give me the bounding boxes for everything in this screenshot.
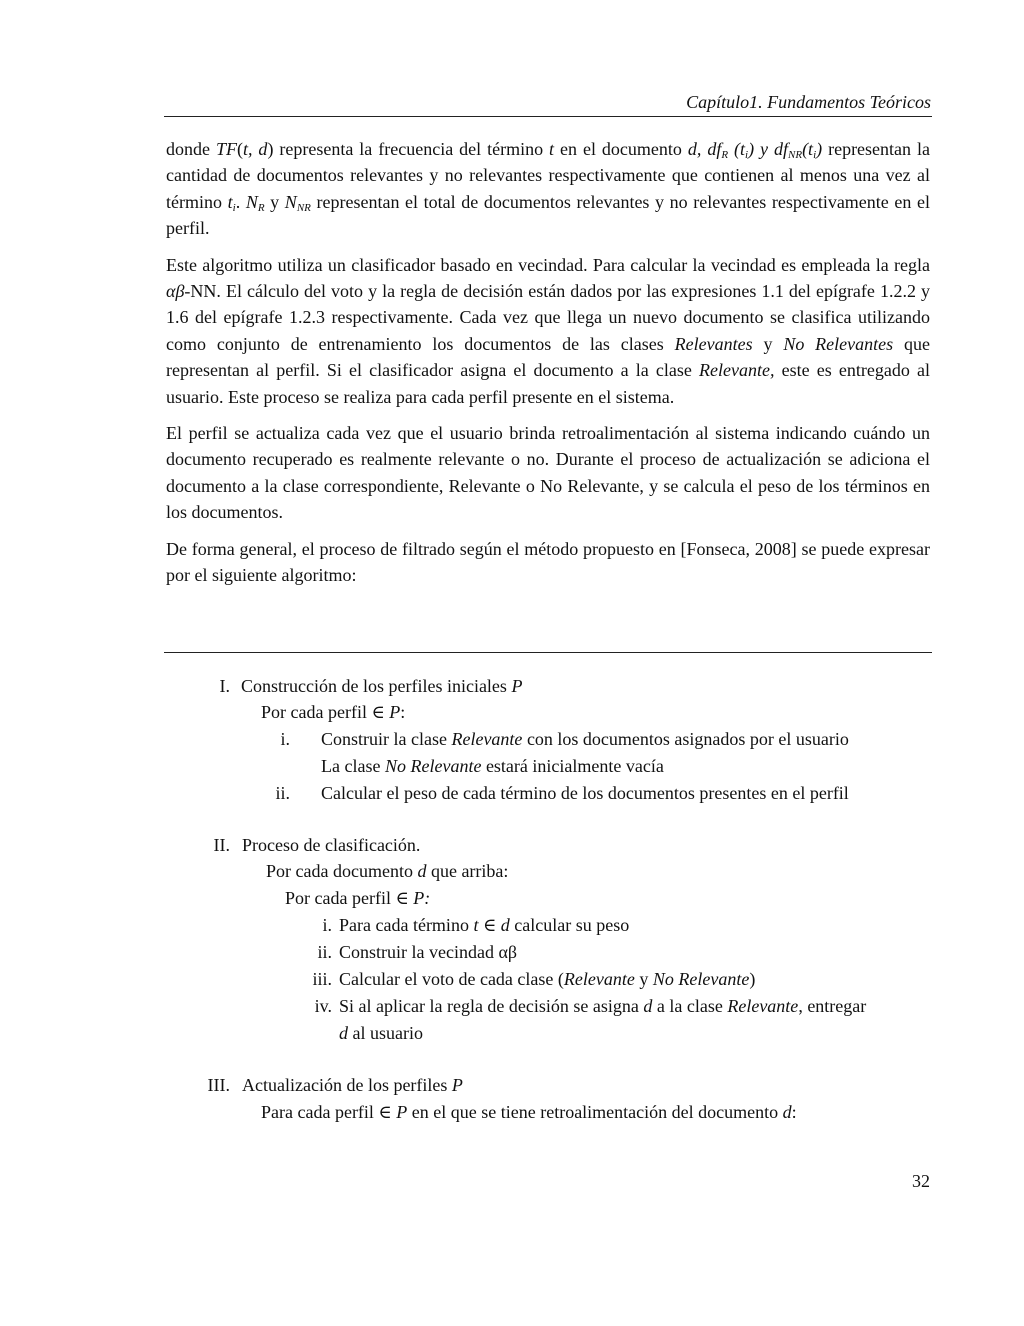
paragraph-3: El perfil se actualiza cada vez que el usuario brinda retroalimentación al sistema indicando cuándo un documento recuperado es realmente relevante o no. Durante el proceso de actualización se adiciona el documento a la clase correspondiente, Relevante o No Relevante, y se calcula el peso de los términos en los documentos.: [166, 423, 930, 523]
term-ti: (t: [802, 139, 814, 159]
term-d: d: [643, 996, 653, 1016]
term-relevante: Relevante: [563, 969, 635, 989]
term-td: t, d: [242, 139, 268, 159]
subscript: R: [257, 201, 265, 214]
step-line: Construir la vecindad αβ: [339, 942, 518, 962]
step-number: ii.: [317, 942, 332, 962]
subscript: i: [232, 201, 236, 214]
subscript: NR: [296, 201, 311, 214]
term-d: d: [782, 1102, 792, 1122]
text-run: Para cada término: [339, 915, 474, 935]
term-d: d: [417, 861, 427, 881]
paragraph-4: De forma general, el proceso de filtrado según el método propuesto en [Fonseca, 2008] se puede expresar por el siguiente algoritmo:: [166, 538, 930, 586]
text-run: Para cada perfil ∈: [261, 1102, 397, 1122]
section-title: [242, 1072, 463, 1098]
algorithm-rule: [164, 652, 932, 653]
text-run: que arriba:: [426, 861, 509, 881]
term-ti: (t: [728, 139, 746, 159]
term-t: t: [473, 915, 479, 935]
term-p: P: [396, 1102, 408, 1122]
text-run: Si al aplicar la regla de decisión se asigna: [339, 996, 644, 1016]
body-text: [166, 136, 930, 599]
step-line: Calcular el peso de cada término de los documentos presentes en el perfil: [321, 783, 849, 803]
text-run: , entregar: [798, 996, 867, 1016]
subscript: i: [745, 149, 749, 161]
term-nnr: N: [284, 191, 297, 212]
text-run: -NN. El cálculo del voto y la regla de decisión están dados por las expresiones 1.1 del epígrafe 1.2.2 y 1.6 del epígrafe 1.2.3 respectivamente. Cada vez que llega un nuevo documento se clasifica utilizando como conjunto de entrenamiento los documentos de las clases: [166, 281, 930, 354]
text-run: estará inicialmente vacía: [481, 756, 664, 776]
section-title: [241, 673, 522, 699]
step-number: i.: [280, 729, 290, 749]
step-number: i.: [322, 915, 332, 935]
term-nr: N: [245, 191, 258, 212]
text-run: Calcular el voto de cada clase (: [339, 969, 564, 989]
paragraph-1: [166, 136, 930, 242]
text-run: La clase: [321, 756, 385, 776]
step-number: iv.: [314, 996, 332, 1016]
step-line: [339, 912, 629, 938]
text-run: al usuario: [348, 1023, 423, 1043]
page-number: 32: [912, 1171, 930, 1191]
term-dfnr: ) y df: [748, 139, 788, 159]
text-run: en el que se tiene retroalimentación del documento: [407, 1102, 783, 1122]
text-run: Este algoritmo utiliza un clasificador basado en vecindad. Para calcular la vecindad es empleada la regla: [166, 254, 930, 275]
text-run: representan el total de documentos relevantes y no relevantes respectivamente en el perfil.: [166, 191, 930, 239]
term-no-relevante: No Relevante: [384, 756, 482, 776]
text-run: Por cada perfil ∈: [261, 702, 390, 722]
term-d: d: [500, 915, 510, 935]
term-dfr: d, df: [687, 139, 722, 159]
term-d: d: [339, 1023, 348, 1043]
term-no-relevantes: No Relevantes: [783, 333, 894, 354]
text-run: donde: [166, 139, 216, 159]
step-line: [321, 726, 849, 752]
text-run: Por cada documento: [266, 861, 418, 881]
section-number: II.: [213, 835, 230, 855]
text-run: ): [749, 969, 756, 989]
term-alpha-beta: αβ: [166, 281, 185, 302]
text-run: representan la cantidad de documentos relevantes y no relevantes respectivamente que contienen al menos una vez al término: [166, 139, 930, 212]
term-relevantes: Relevantes: [674, 333, 753, 354]
header-rule: [164, 116, 932, 117]
text-run: y: [264, 191, 285, 212]
text-run: este es entregado al usuario. Este proceso se realiza para cada perfil presente en el sistema.: [166, 360, 930, 407]
text-run: ∈: [478, 915, 501, 935]
term-tf: TF: [215, 139, 237, 159]
text-run: con los documentos asignados por el usuario: [522, 729, 849, 749]
text-run: Por cada perfil ∈: [285, 888, 414, 908]
text-run: Actualización de los perfiles: [242, 1075, 452, 1095]
term-relevante: Relevante: [727, 996, 799, 1016]
text-run: y: [634, 969, 653, 989]
text-run: (: [236, 139, 243, 159]
section-number: III.: [207, 1075, 230, 1095]
term-relevante: Relevante: [451, 729, 523, 749]
text-run: calcular su peso: [509, 915, 630, 935]
text-run: en el documento: [554, 139, 688, 159]
text-run: y: [752, 333, 784, 354]
loop-line: [261, 1099, 797, 1125]
term-ti: t: [227, 191, 233, 212]
step-number: ii.: [275, 783, 290, 803]
step-line: [321, 753, 664, 779]
step-line: [339, 1020, 423, 1046]
term-t: t: [549, 139, 555, 159]
subscript: R: [721, 149, 729, 161]
text-run: :: [791, 1102, 797, 1122]
text-run: Construir la clase: [321, 729, 452, 749]
term-p: P:: [413, 888, 431, 908]
term-p: P: [389, 702, 401, 722]
term-p: P: [511, 676, 523, 696]
subscript: NR: [788, 149, 803, 161]
text-run: a la clase: [652, 996, 728, 1016]
step-line: [339, 993, 866, 1019]
step-number: iii.: [312, 969, 332, 989]
subscript: i: [813, 149, 817, 161]
term-no-relevante: No Relevante: [652, 969, 750, 989]
loop-line: [261, 699, 405, 725]
paragraph-2: [166, 252, 930, 410]
section-number: I.: [219, 676, 230, 696]
step-line: [339, 966, 755, 992]
loop-line: [285, 885, 430, 911]
text-run: Construcción de los perfiles iniciales: [241, 676, 512, 696]
section-title: Proceso de clasificación.: [242, 835, 421, 855]
running-header: Capítulo1. Fundamentos Teóricos: [686, 92, 931, 112]
term-p: P: [451, 1075, 463, 1095]
text-run: ) representa la frecuencia del término: [267, 139, 550, 159]
loop-line: [266, 858, 508, 884]
text-run: :: [400, 702, 406, 722]
text-run: que representan al perfil. Si el clasificador asigna el documento a la clase: [166, 333, 930, 381]
term-relevante: Relevante,: [699, 360, 775, 381]
text-run: .: [235, 191, 246, 212]
text-run: ): [816, 139, 823, 159]
